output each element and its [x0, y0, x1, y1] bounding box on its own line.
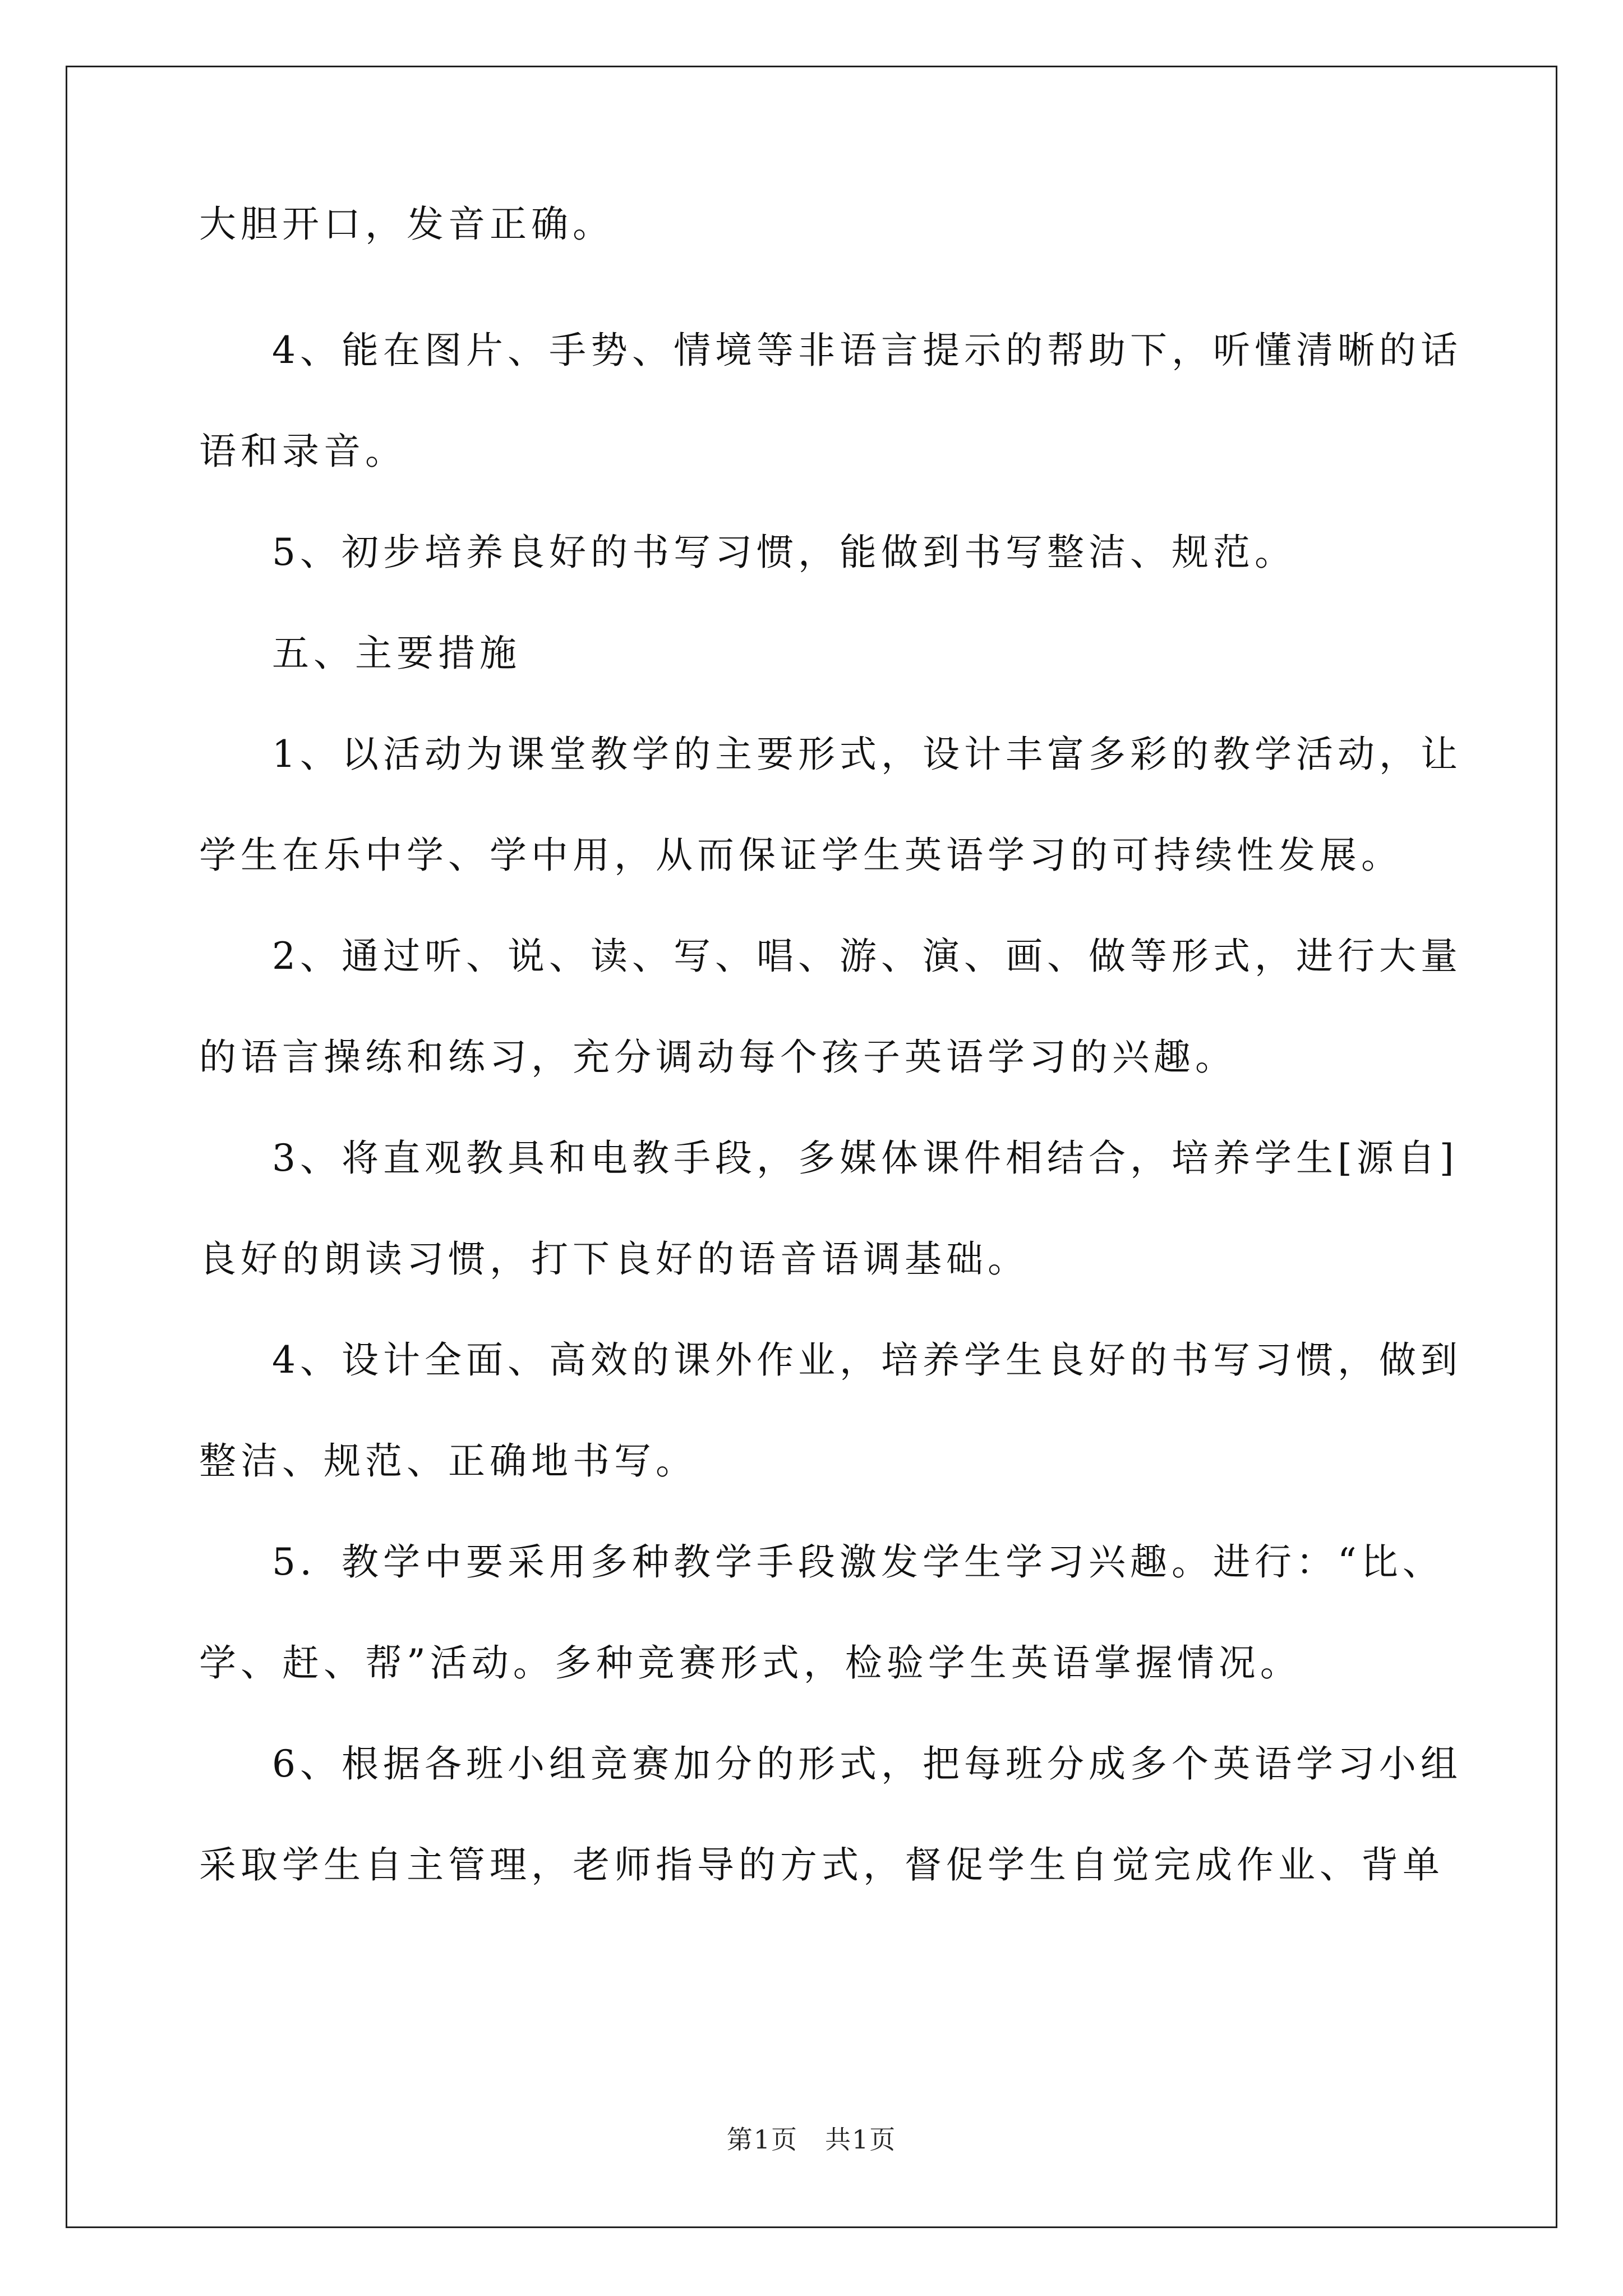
- section-heading: 五、主要措施: [272, 632, 521, 675]
- text-line: 语和录音。: [199, 430, 407, 473]
- page-number-total: 共1页: [825, 2124, 897, 2155]
- text-line: 良好的朗读习惯，打下良好的语音语调基础。: [199, 1237, 1029, 1281]
- text-line: 的语言操练和练习，充分调动每个孩子英语学习的兴趣。: [199, 1036, 1237, 1079]
- text-line: 4、设计全面、高效的课外作业，培养学生良好的书写习惯，做到: [272, 1338, 1462, 1382]
- text-line: 4、能在图片、手势、情境等非语言提示的帮助下，听懂清晰的话: [272, 329, 1462, 372]
- text-line: 2、通过听、说、读、写、唱、游、演、画、做等形式，进行大量: [272, 935, 1462, 978]
- page-footer: [0, 2119, 1623, 2156]
- text-line: 5．教学中要采用多种教学手段激发学生学习兴趣。进行：“比、: [272, 1540, 1444, 1584]
- text-line: 学生在乐中学、学中用，从而保证学生英语学习的可持续性发展。: [199, 834, 1403, 877]
- text-line: 学、赶、帮”活动。多种竞赛形式，检验学生英语掌握情况。: [199, 1641, 1302, 1685]
- text-line: 采取学生自主管理，老师指导的方式，督促学生自觉完成作业、背单: [199, 1843, 1444, 1887]
- text-line: 大胆开口，发音正确。: [199, 203, 614, 246]
- text-line: 5、初步培养良好的书写习惯，能做到书写整洁、规范。: [272, 531, 1296, 574]
- text-line: 3、将直观教具和电教手段，多媒体课件相结合，培养学生[源自]: [272, 1137, 1459, 1180]
- text-line: 1、以活动为课堂教学的主要形式，设计丰富多彩的教学活动，让: [272, 733, 1462, 776]
- page-number-current: 第1页: [726, 2124, 798, 2155]
- text-line: 6、根据各班小组竞赛加分的形式，把每班分成多个英语学习小组: [272, 1742, 1462, 1786]
- text-line: 整洁、规范、正确地书写。: [199, 1439, 697, 1483]
